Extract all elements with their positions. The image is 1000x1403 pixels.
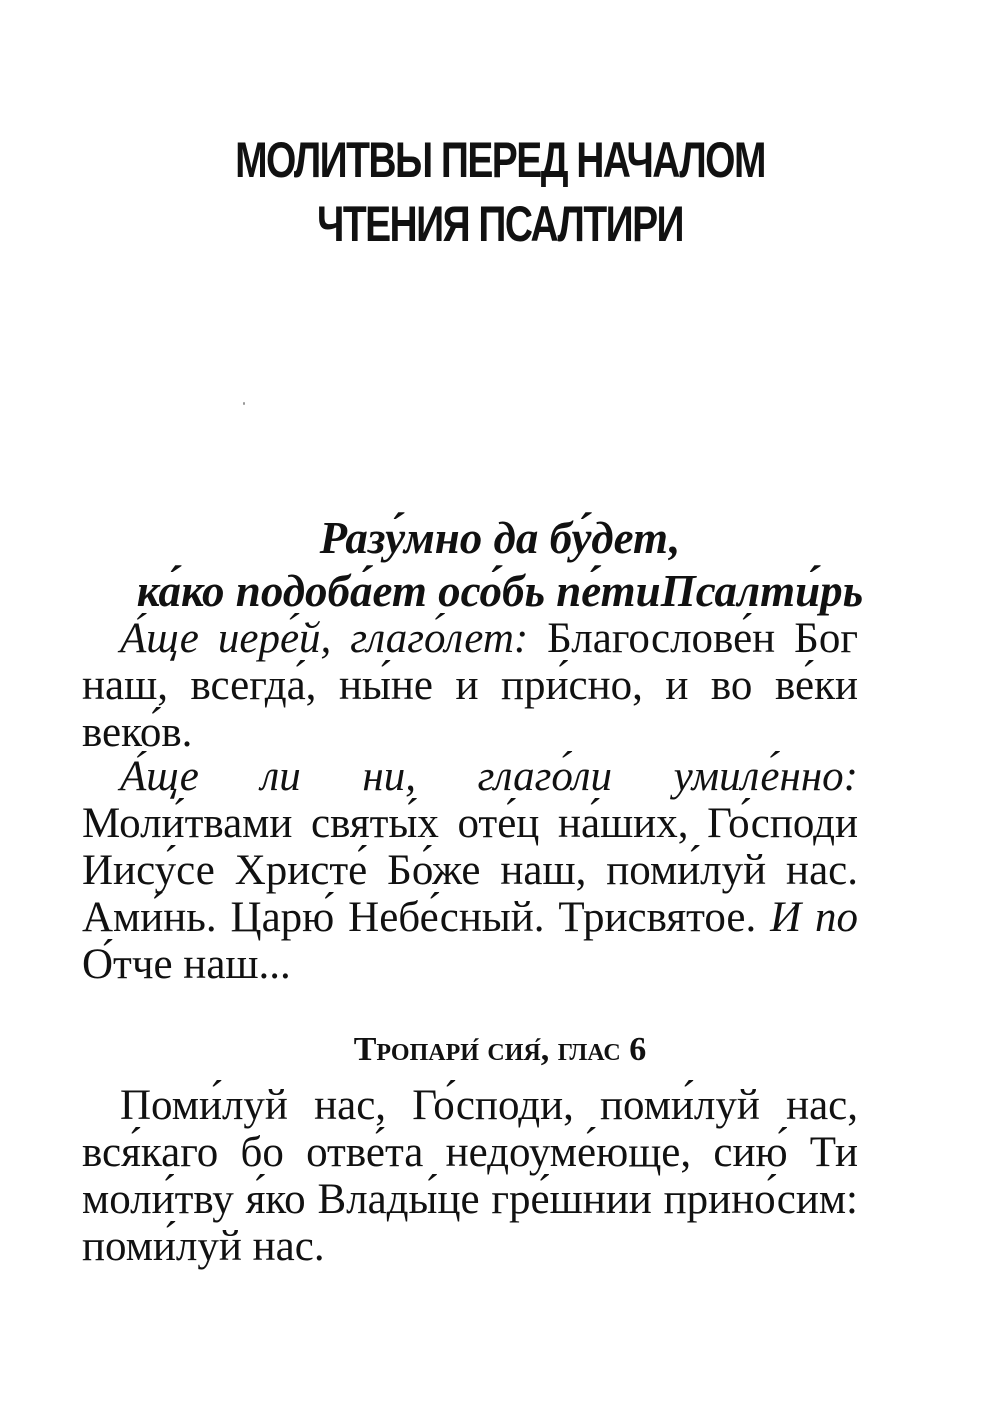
- title-line-2: ЧТЕНИЯ ПСАЛТИРИ: [316, 196, 684, 252]
- our-father-text: О́тче наш...: [82, 941, 291, 988]
- print-speck: [243, 402, 245, 405]
- prayer-text: Моли́твами святы́х оте́ц на́ших, Го́споди Иису́се Христе́ Бо́же наш, поми́луй нас. Ами́нь. Царю́ Небе́сный. Трисвятое.: [82, 800, 858, 941]
- paragraph-layman: [82, 753, 858, 988]
- blessing-text: Благослове́н Бог наш, всегда́, ны́не и при́сно, и во ве́ки веко́в.: [82, 615, 858, 756]
- title-line-1: МОЛИТВЫ ПЕРЕД НАЧАЛОМ: [235, 132, 765, 188]
- paragraph-priest-text: [82, 615, 858, 756]
- rubric-and: И по: [770, 894, 859, 941]
- troparia-heading: Тропари́ сия́, глас 6: [353, 1031, 647, 1068]
- paragraph-troparion: [82, 1082, 858, 1270]
- rubric-layman: А́ще ли ни, глаго́ли умиле́нно:: [120, 753, 858, 800]
- rubric-priest: А́ще иере́й, глаго́лет:: [120, 615, 529, 662]
- rubric-line-1: Разу́мно да бу́дет,: [319, 513, 681, 563]
- paragraph-layman-text: [82, 753, 858, 988]
- paragraph-priest: [82, 615, 858, 756]
- rubric-heading: [0, 512, 1000, 618]
- page-title: [110, 128, 890, 256]
- troparion-text: Поми́луй нас, Го́споди, поми́луй нас, вся́каго бо отве́та недоуме́юще, сию́ Ти моли́тву я́ко Влады́це гре́шнии прино́сим: поми́луй нас.: [82, 1082, 858, 1270]
- rubric-line-2: ка́ко подоба́ет осо́бь пе́тиПсалти́рь: [136, 566, 864, 616]
